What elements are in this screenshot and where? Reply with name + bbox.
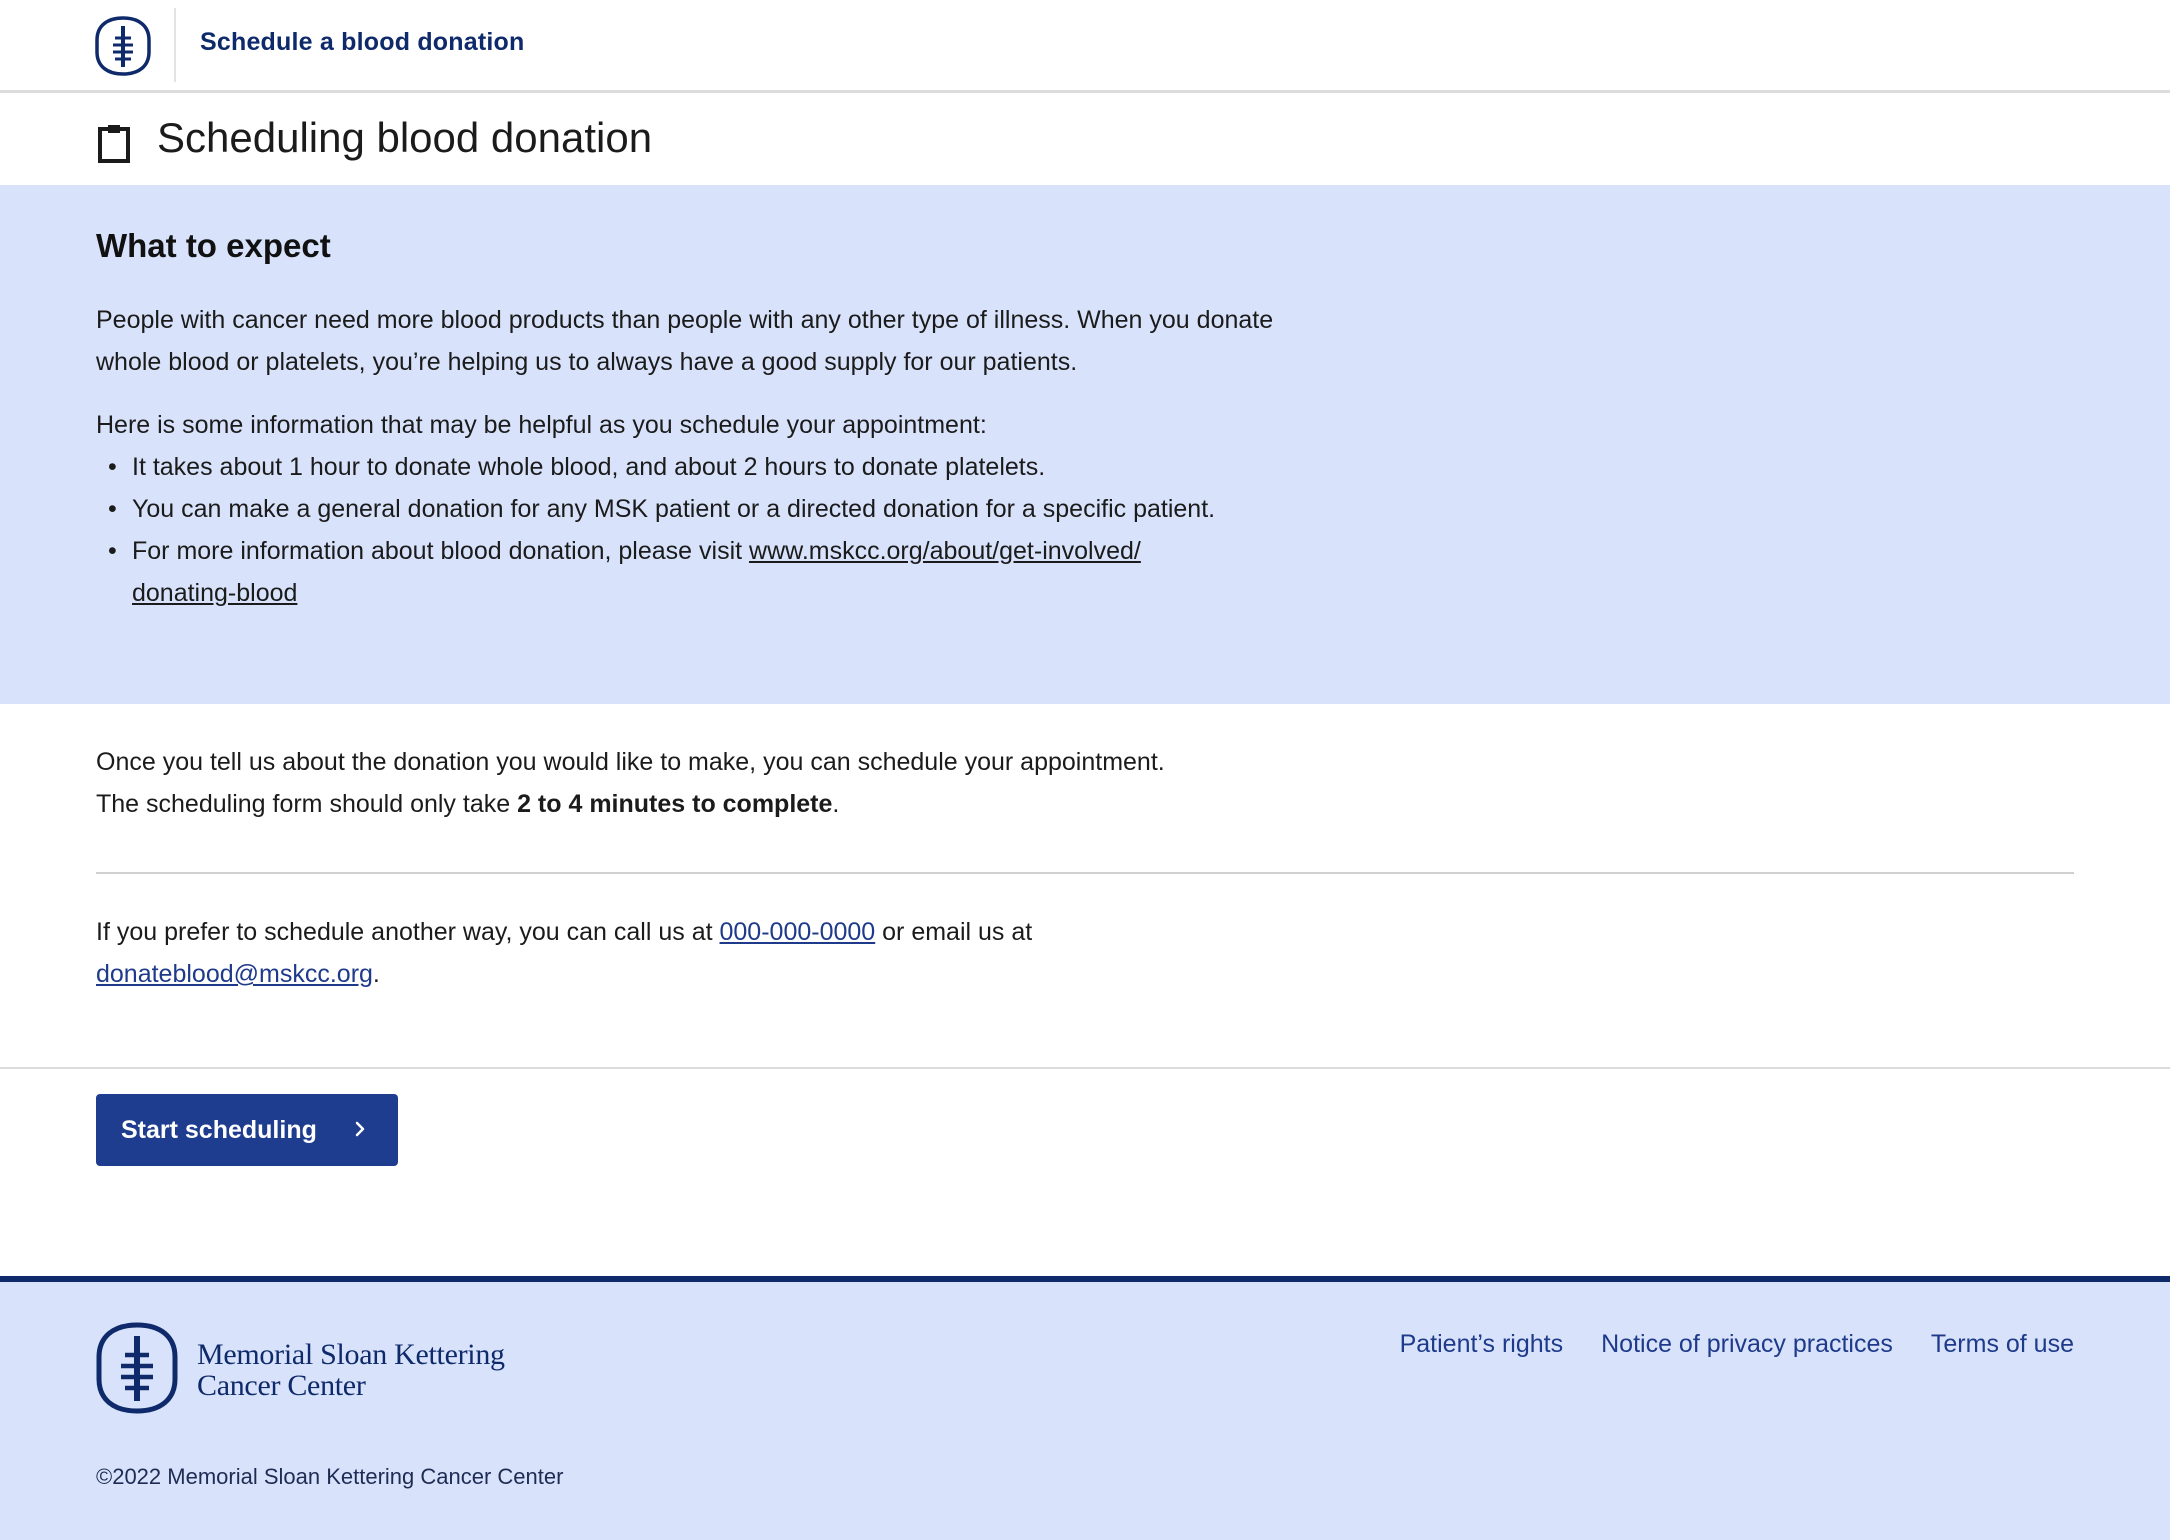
clipboard-icon <box>97 123 131 163</box>
contact-middle: or email us at <box>875 918 1033 946</box>
contact-prefix: If you prefer to schedule another way, you can call us at <box>96 918 720 946</box>
contact-suffix: . <box>372 960 380 988</box>
list-item <box>96 530 1276 614</box>
msk-tree-logo-icon[interactable] <box>96 1322 178 1414</box>
bullet-text: You can make a general donation for any MSK patient or a directed donation for a specific patient. <box>132 495 1216 523</box>
footer-links <box>1400 1330 2074 1359</box>
msk-tree-logo-icon[interactable] <box>95 16 151 76</box>
what-to-expect-panel <box>0 185 2170 704</box>
helpful-info-paragraph: Here is some information that may be helpful as you schedule your appointment: <box>96 411 987 439</box>
list-item <box>96 488 1276 530</box>
page-title-row <box>0 96 2170 185</box>
bullet-icon: • <box>108 537 117 565</box>
site-footer <box>0 1276 2170 1540</box>
intro-line-1: Once you tell us about the donation you would like to make, you can schedule your appointment. <box>96 748 1165 776</box>
terms-of-use-link[interactable]: Terms of use <box>1930 1330 2074 1358</box>
privacy-practices-link[interactable]: Notice of privacy practices <box>1601 1330 1893 1358</box>
bullet-text: For more information about blood donation, please visit <box>132 537 750 565</box>
info-bullet-list <box>96 446 1276 614</box>
what-to-expect-heading: What to expect <box>96 227 331 264</box>
app-title: Schedule a blood donation <box>200 28 525 56</box>
contact-alternative-text <box>96 911 1336 995</box>
intro-line-2-suffix: . <box>832 790 840 818</box>
bullet-icon: • <box>108 495 117 523</box>
org-name-line-2: Cancer Center <box>197 1369 366 1402</box>
org-name-line-1: Memorial Sloan Kettering <box>197 1338 505 1371</box>
list-item <box>96 446 1276 488</box>
chevron-right-icon <box>354 1116 368 1142</box>
organization-name <box>197 1339 505 1401</box>
email-link[interactable]: donateblood@mskcc.org <box>96 960 373 988</box>
duration-emphasis: 2 to 4 minutes to complete <box>517 790 833 818</box>
action-divider <box>0 1067 2170 1069</box>
phone-link[interactable]: 000-000-0000 <box>719 918 876 946</box>
start-scheduling-label: Start scheduling <box>121 1115 317 1144</box>
header-divider <box>174 8 176 82</box>
scheduling-intro-text <box>96 741 1336 825</box>
start-scheduling-button[interactable] <box>96 1094 398 1166</box>
donating-blood-link-continued[interactable]: donating-blood <box>132 579 298 607</box>
patients-rights-link[interactable]: Patient’s rights <box>1399 1330 1564 1358</box>
bullet-icon: • <box>108 453 117 481</box>
section-divider <box>96 872 2074 874</box>
bullet-text: It takes about 1 hour to donate whole blood, and about 2 hours to donate platelets. <box>132 453 1046 481</box>
intro-paragraph: People with cancer need more blood products than people with any other type of illness. When you donate whole blood or platelets, you’re helping us to always have a good supply for our patients. <box>96 306 1274 376</box>
donating-blood-link[interactable]: www.mskcc.org/about/get-involved/ <box>749 537 1141 565</box>
copyright-text: ©2022 Memorial Sloan Kettering Cancer Center <box>96 1464 564 1489</box>
top-header-bar <box>0 0 2170 93</box>
page-title: Scheduling blood donation <box>157 114 653 161</box>
intro-line-2-prefix: The scheduling form should only take <box>96 790 518 818</box>
